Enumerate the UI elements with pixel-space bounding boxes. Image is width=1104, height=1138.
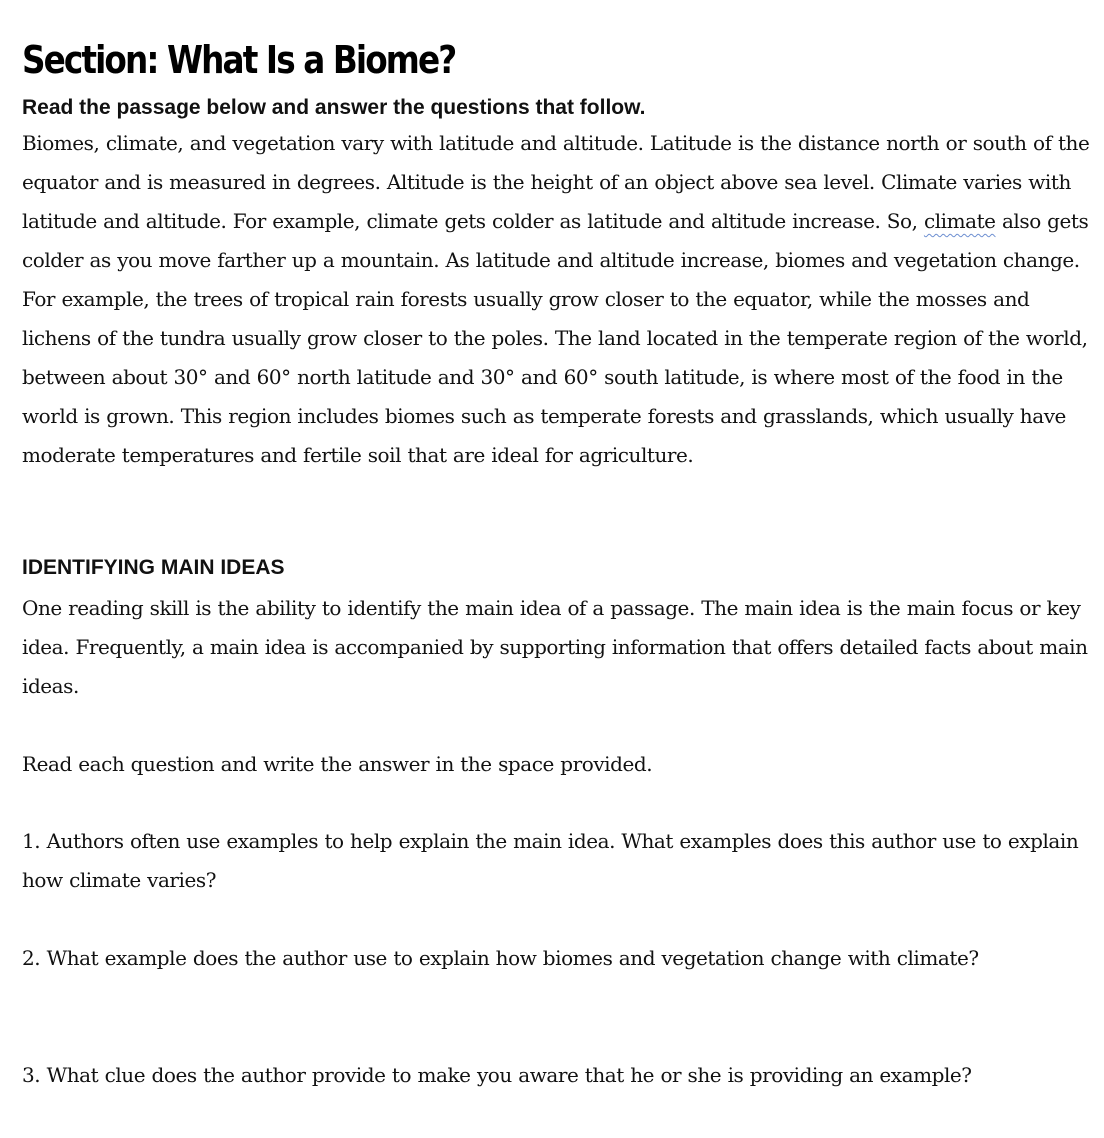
reading-instruction: Read the passage below and answer the questions that follow. — [22, 96, 646, 119]
spellcheck-underlined-word: climate — [923, 209, 996, 233]
biome-passage — [22, 124, 1092, 475]
main-ideas-heading: IDENTIFYING MAIN IDEAS — [22, 556, 285, 579]
answer-directions: Read each question and write the answer in the space provided. — [22, 752, 653, 776]
question-3: 3. What clue does the author provide to make you aware that he or she is providing an example? — [22, 1063, 972, 1087]
section-title: Section: What Is a Biome? — [22, 38, 456, 82]
question-2: 2. What example does the author use to explain how biomes and vegetation change with climate? — [22, 946, 979, 970]
passage-text-start: Biomes, climate, and vegetation vary with latitude and altitude. Latitude is the distance north or south of the equator and is measured in degrees. Altitude is the height of an object above sea level. Climate varies with latitude and altitude. For example, climate gets colder as latitude and altitude increase. So, — [22, 131, 1090, 233]
main-ideas-paragraph: One reading skill is the ability to identify the main idea of a passage. The main idea is the main focus or key idea. Frequently, a main idea is accompanied by supporting information that offers detailed facts about main ideas. — [22, 596, 1088, 698]
passage-text-end: also gets colder as you move farther up a mountain. As latitude and altitude increase, biomes and vegetation change. For example, the trees of tropical rain forests usually grow closer to the equator, while the mosses and lichens of the tundra usually grow closer to the poles. The land located in the temperate region of the world, between about 30° and 60° north latitude and 30° and 60° south latitude, is where most of the food in the world is grown. This region includes biomes such as temperate forests and grasslands, which usually have moderate temperatures and fertile soil that are ideal for agriculture. — [22, 209, 1089, 467]
question-1: 1. Authors often use examples to help explain the main idea. What examples does this author use to explain how climate varies? — [22, 829, 1079, 892]
